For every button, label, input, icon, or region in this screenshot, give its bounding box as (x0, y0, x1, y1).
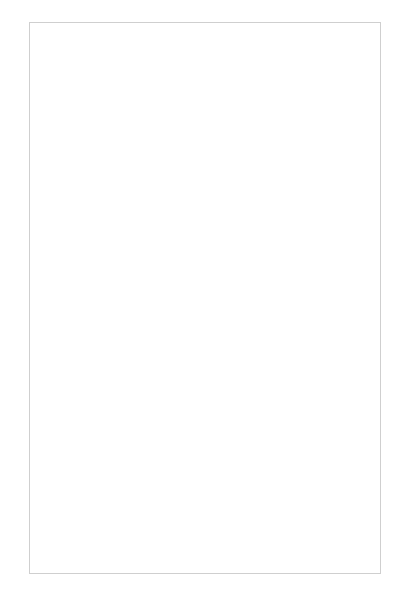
calendar-page (29, 22, 381, 574)
page-caption (0, 578, 410, 590)
